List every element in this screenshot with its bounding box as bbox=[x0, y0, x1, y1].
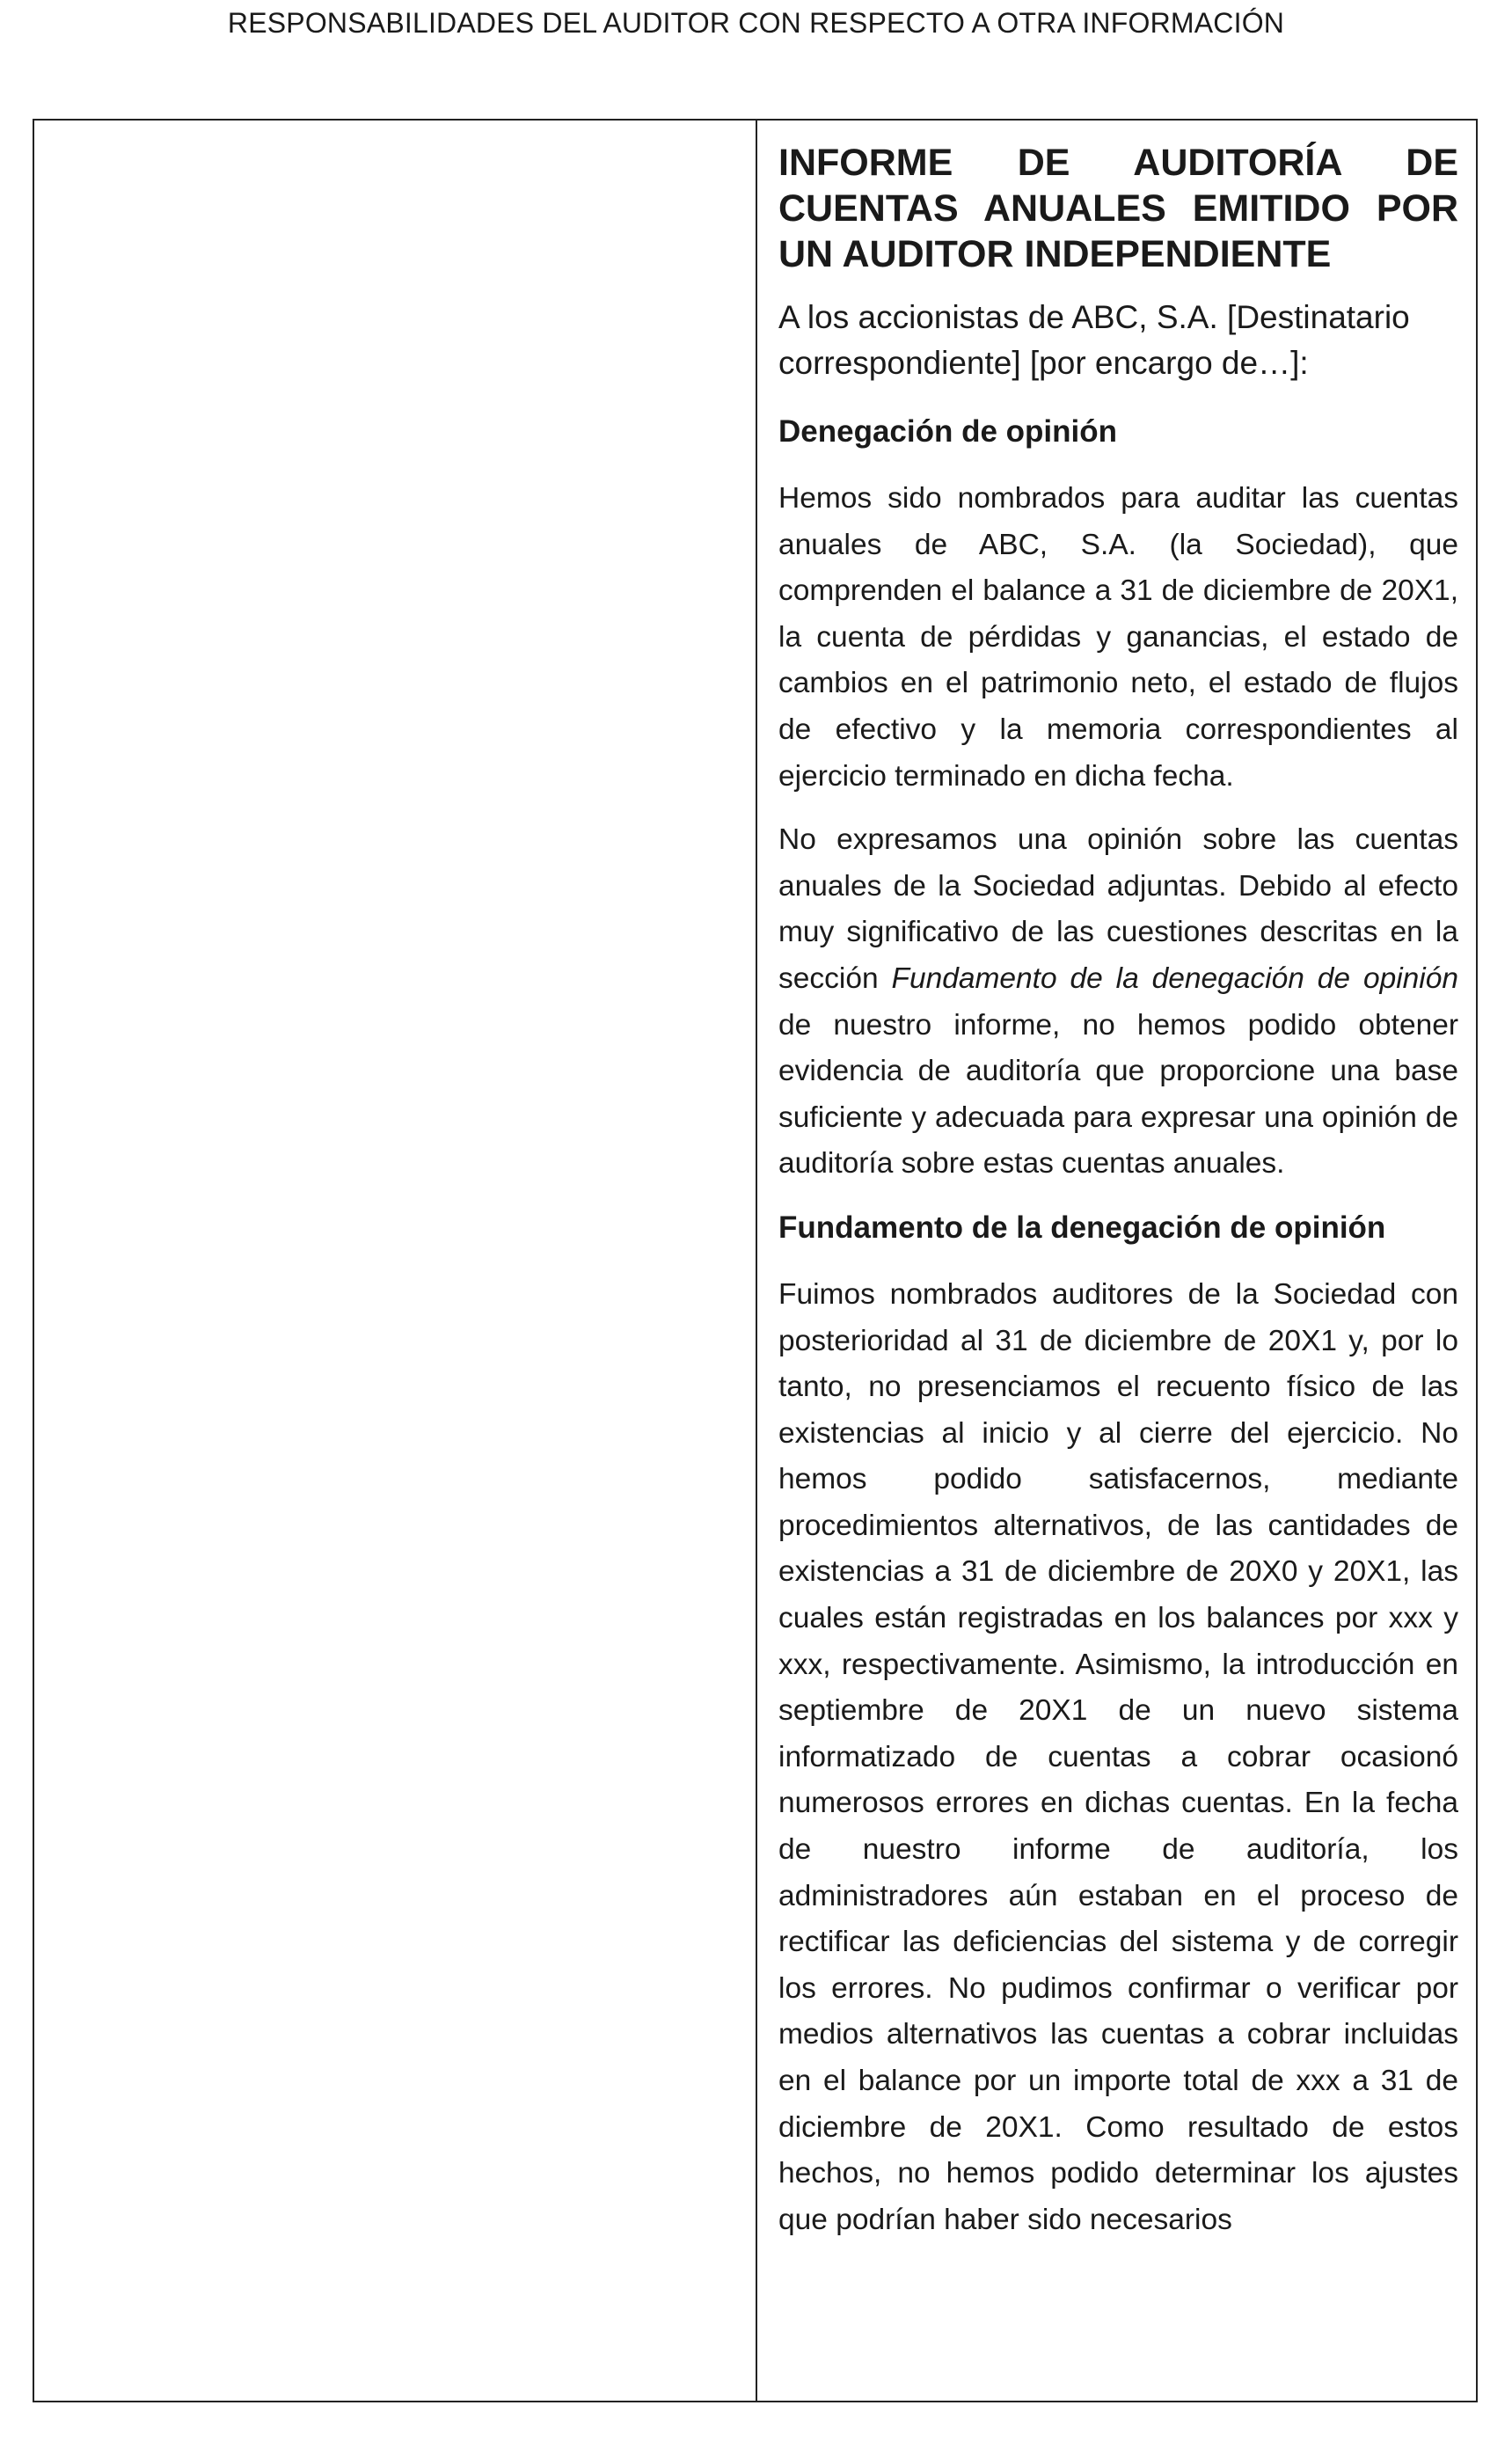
disclaimer-paragraph-2-text-b: de nuestro informe, no hemos podido obtener evidencia de auditoría que proporcione una base suficiente y adecuada para expresar una opinión de auditoría sobre estas cuentas anuales. bbox=[778, 1008, 1458, 1181]
section-heading-disclaimer: Denegación de opinión bbox=[778, 414, 1118, 449]
document-table bbox=[33, 119, 1478, 2402]
right-column-report bbox=[757, 121, 1476, 2401]
left-column-empty bbox=[34, 121, 757, 2401]
disclaimer-paragraph-2-text-a: No expresamos una opinión sobre las cuentas anuales de la Sociedad adjuntas. Debido al efecto muy significativo de las cuestiones descritas en la sección bbox=[778, 823, 1458, 995]
disclaimer-paragraph-2-italic-ref: Fundamento de la denegación de opinión bbox=[891, 961, 1458, 995]
section-heading-basis: Fundamento de la denegación de opinión bbox=[778, 1210, 1386, 1245]
disclaimer-paragraph-2 bbox=[778, 817, 1458, 1188]
basis-paragraph-1: Fuimos nombrados auditores de la Sociedad con posterioridad al 31 de diciembre de 20X1 y, por lo tanto, no presenciamos el recuento físico de las existencias al inicio y al cierre del ejercicio. No hemos podido satisfacernos, mediante procedimientos alternativos, de las cantidades de existencias a 31 de diciembre de 20X0 y 20X1, las cuales están registradas en los balances por xxx y xxx, respectivamente. Asimismo, la introducción en septiembre de 20X1 de un nuevo sistema informatizado de cuentas a cobrar ocasionó numerosos errores en dichas cuentas. En la fecha de nuestro informe de auditoría, los administradores aún estaban en el proceso de rectificar las deficiencias del sistema y de corregir los errores. No pudimos confirmar o verificar por medios alternativos las cuentas a cobrar incluidas en el balance por un importe total de xxx a 31 de diciembre de 20X1. Como resultado de estos hechos, no hemos podido determinar los ajustes que podrían haber sido necesarios bbox=[778, 1277, 1458, 2236]
page-header: RESPONSABILIDADES DEL AUDITOR CON RESPECTO A OTRA INFORMACIÓN bbox=[227, 7, 1285, 39]
addressee: A los accionistas de ABC, S.A. [Destinatario correspondiente] [por encargo de…]: bbox=[778, 299, 1410, 381]
report-title: INFORME DE AUDITORÍA DE CUENTAS ANUALES EMITIDO POR UN AUDITOR INDEPENDIENTE bbox=[778, 142, 1458, 275]
disclaimer-paragraph-1: Hemos sido nombrados para auditar las cuentas anuales de ABC, S.A. (la Sociedad), que comprenden el balance a 31 de diciembre de 20X1, la cuenta de pérdidas y ganancias, el estado de cambios en el patrimonio neto, el estado de flujos de efectivo y la memoria correspondientes al ejercicio terminado en dicha fecha. bbox=[778, 482, 1458, 793]
